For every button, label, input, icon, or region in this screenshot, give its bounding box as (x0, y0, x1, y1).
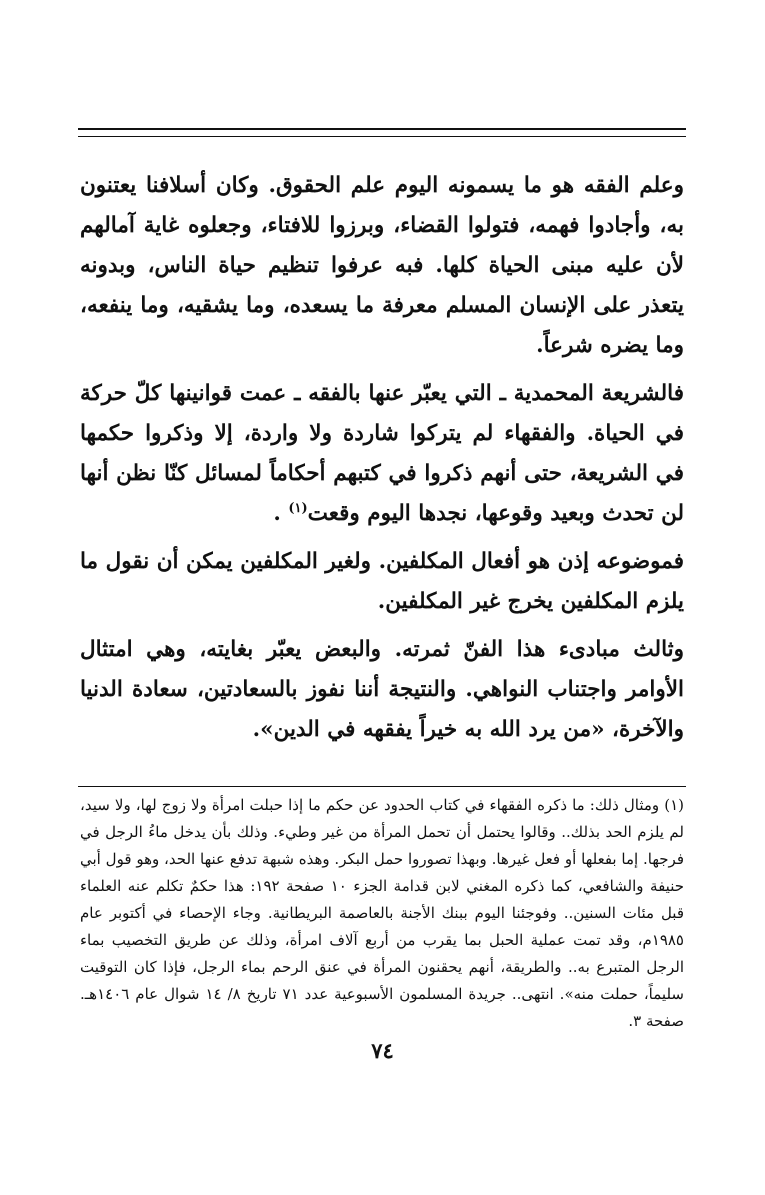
main-text (80, 166, 684, 758)
paragraph-2 (80, 374, 684, 534)
paragraph-4: وثالث مبادىء هذا الفنّ ثمرته. والبعض يعبّر بغايته، وهي امتثال الأوامر واجتناب النواهي. والنتيجة أننا نفوز بالسعادتين، سعادة الدنيا والآخرة، «من يرد الله به خيراً يفقهه في الدين». (80, 637, 684, 742)
footnote-text: (١) ومثال ذلك: ما ذكره الفقهاء في كتاب الحدود عن حكم ما إذا حبلت امرأة ولا زوج لها، ولا سيد، لم يلزم الحد بذلك.. وقالوا يحتمل أن تحمل المرأة من غير وطيء. وذلك بأن يدخل ماءُ الرجل في فرجها. إما بفعلها أو فعل غيرها. وبهذا تصوروا حمل البكر. وهذه شبهة تدفع عنها الحد، وهو قول أبي حنيفة والشافعي، كما ذكره المغني لابن قدامة الجزء ١٠ صفحة ١٩٢: هذا حكمٌ تكلم عنه العلماء قبل مئات السنين.. وفوجئنا اليوم ببنك الأجنة بالعاصمة البريطانية. وجاء الإحصاء في أكتوبر عام ١٩٨٥م، وقد تمت عملية الحبل بما يقرب من أربع آلاف امرأة، وذلك عن طريق التخصيب بماء الرجل المتبرع به.. والطريقة، أنهم يحقنون المرأة في عنق الرحم بماء الرجل، فإذا كان التوقيت سليماً، حملت منه». انتهى.. جريدة المسلمون الأسبوعية عدد ٧١ تاريخ ٨/ ١٤ شوال عام ١٤٠٦هـ. صفحة ٣. (80, 796, 685, 1030)
paragraph-1: وعلم الفقه هو ما يسمونه اليوم علم الحقوق. وكان أسلافنا يعتنون به، وأجادوا فهمه، فتولوا القضاء، وبرزوا للافتاء، وجعلوه غاية آمالهم لأن عليه مبنى الحياة كلها. فبه عرفوا تنظيم حياة الناس، وبدونه يتعذر على الإنسان المسلم معرفة ما يسعده، وما يشقيه، وما ينفعه، وما يضره شرعاً. (80, 173, 684, 358)
paragraph-3: فموضوعه إذن هو أفعال المكلفين. ولغير المكلفين يمكن أن نقول ما يلزم المكلفين يخرج غير المكلفين. (80, 549, 684, 614)
paragraph-2-end: . (273, 501, 281, 526)
footnote-separator (78, 786, 686, 787)
paragraph-2-text: فالشريعة المحمدية ـ التي يعبّر عنها بالفقه ـ عمت قوانينها كلّ حركة في الحياة. والفقهاء لم يتركوا شاردة ولا واردة، إلا وذكروا حكمها في الشريعة، حتى أنهم ذكروا في كتبهم أحكاماً لمسائل كنّا نظن أنها لن تحدث وبعيد وقوعها، نجدها اليوم وقعت (80, 381, 684, 526)
header-rule-thick (78, 128, 686, 130)
header-rule-thin (78, 136, 686, 137)
page-number: ٧٤ (371, 1038, 394, 1063)
footnote-reference[interactable]: (١) (288, 500, 308, 516)
